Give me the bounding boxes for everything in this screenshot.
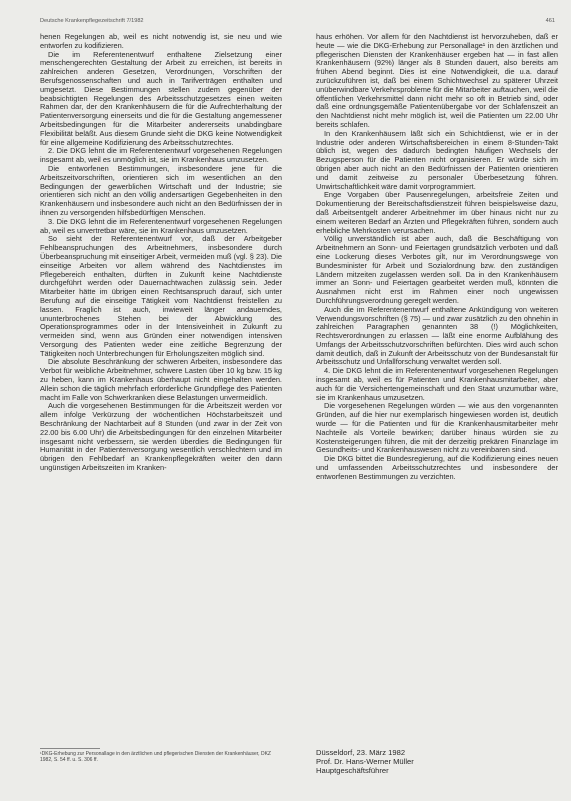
- paragraph: Die vorgesehenen Regelungen würden — wie aus den vorgenannten Gründen, auf die hier nur exemplarisch hingewiesen worden ist, deutlich wurde — für die Patienten und für die Krankenhausmitarbeiter mehr Nachteile als Vorteile bewirken; darüber hinaus würden sie zu Kostensteigerungen führen, die mit der derzeitig prekären Finanzlage im Gesundheits- und Krankenhauswesen nicht zu vereinbaren sind.: [316, 401, 558, 455]
- place-date: Düsseldorf, 23. März 1982: [316, 748, 406, 757]
- signer-name: Prof. Dr. Hans-Werner Müller: [316, 757, 414, 767]
- page-number: 461: [545, 18, 555, 24]
- paragraph: In den Krankenhäusern läßt sich ein Schichtdienst, wie er in der Industrie oder anderen Wirtschaftsbereichen in einem 8-Stunden-Takt üblich ist, wegen des dadurch bedingten häufigen Wechsels der Bezugsperson für die Patienten nicht organisieren. Er würde sich im übrigen aber auch nicht an den Bedürfnissen der Patienten orientieren und damit zeitweise zu personaler Überbesetzung führen. Unwirtschaftlichkeit wäre damit vorprogrammiert.: [316, 128, 558, 191]
- footnote-divider: [40, 748, 100, 749]
- paragraph: 4. Die DKG lehnt die im Referentenentwurf vorgesehenen Regelungen insgesamt ab, weil es für Patienten und Krankenhausmitarbeiter, aber auch für die Versichertengemeinschaft und den Staat unzumutbar wäre, sie im Krankenhaus umzusetzen.: [316, 366, 558, 402]
- journal-title: Deutsche Krankenpflegezeitschrift 7/1982: [40, 18, 144, 24]
- paragraph: Die im Referentenentwurf enthaltene Zielsetzung einer menschengerechten Gestaltung der Arbeit zu erreichen, ist bereits in zahlreichen anderen Gesetzen, Verordnungen, Vorschriften der Berufsgenossenschaften und auch in Tarifverträgen enthalten und umgesetzt. Diese Bestimmungen stellen zudem gegenüber der beabsichtigten Regelungen des Arbeitsschutzgesetzes einen weiten Rahmen dar, der den Krankenhäusern die für die Aufrechterhaltung der Patientenversorgung einerseits und die für die Gestaltung angemessener Arbeitsbedingungen für die Mitarbeiter andererseits unabdingbare Flexibilität beläßt. Aus diesem Grunde sieht die DKG keine Notwendigkeit für eine allgemeine Kodifizierung des Arbeitsschutzrechtes.: [40, 49, 282, 147]
- right-column: [316, 33, 558, 768]
- paragraph: henen Regelungen ab, weil es nicht notwendig ist, sie neu und wie entworfen zu kodifizieren.: [40, 33, 282, 50]
- paragraph: Die entworfenen Bestimmungen, insbesondere jene für die Arbeitszeitvorschriften, orientieren sich im wesentlichen an den Bedingungen der gewerblichen Wirtschaft und der Industrie; sie orientieren sich nicht an den völlig andersartigen Gegebenheiten in den Krankenhäusern und insbesondere auch nicht an den Bedürfnissen der in ihnen zu versorgenden hilfsbedürftigen Menschen.: [40, 163, 282, 217]
- signer-title: Hauptgeschäftsführer: [316, 766, 389, 776]
- left-column: [40, 33, 282, 723]
- paragraph: 3. Die DKG lehnt die im Referentenentwurf vorgesehenen Regelungen ab, weil es unvertretbar wäre, sie im Krankenhaus umzusetzen.: [40, 216, 282, 235]
- signature-block: [316, 748, 558, 776]
- paragraph: Auch die im Referentenentwurf enthaltene Ankündigung von weiteren Verwendungsvorschriften (§ 75) — und zwar zusätzlich zu den ohnehin in zahlreichen Paragraphen genannten 38 (!) Möglichkeiten, Rechtsverordnungen zu erlassen — läßt eine enorme Aufblähung des Umfangs der Arbeitsschutzvorschriften befürchten. Dies wird auch schon damit deutlich, daß in Zukunft der Arbeitsschutz von der Bundesanstalt für Arbeitsschutz und Unfallforschung verwaltet werden soll.: [316, 304, 558, 367]
- paragraph: haus erhöhen. Vor allem für den Nachtdienst ist hervorzuheben, daß er heute — wie die DKG-Erhebung zur Personallage¹ in den ärztlichen und pflegerischen Diensten der Krankenhäuser ergeben hat — in fast allen Krankenhäusern (92%) länger als 8 Stunden dauert, also bereits am frühen Abend beginnt. Dies ist eine Notwendigkeit, die u.a. darauf zurückzuführen ist, daß bei einem Schichtwechsel zu späterer Uhrzeit unüberwindbare Verkehrsprobleme für die Mitarbeiter auftauchen, weil die öffentlichen Verkehrsmittel dann nicht mehr so oft in Betrieb sind, oder daß eine ordnungsgemäße Patientenübergabe vor der Schlafenszeit an den Nachtdienst nicht mehr möglich ist, weil die Patienten um 22.00 Uhr bereits schlafen.: [316, 33, 558, 129]
- paragraph: Die DKG bittet die Bundesregierung, auf die Kodifizierung eines neuen und umfassenden Arbeitsschutzrechtes und insbesondere der entworfenen Bestimmungen zu verzichten.: [316, 454, 558, 481]
- paragraph: 2. Die DKG lehnt die im Referentenentwurf vorgesehenen Regelungen insgesamt ab, weil es unmöglich ist, sie im Krankenhaus umzusetzen.: [40, 146, 282, 165]
- running-header: [40, 18, 555, 24]
- footnote: ¹DKG-Erhebung zur Personallage in den ärztlichen und pflegerischen Diensten der Krankenhäuser, DKZ 1982, S. 54 ff. u. S. 306 ff.: [40, 751, 271, 764]
- paragraph: Auch die vorgesehenen Bestimmungen für die Arbeitszeit werden vor allem infolge Verkürzung der wöchentlichen Höchstarbeitszeit und Beschränkung der Nachtarbeit auf 8 Stunden (und zwar in der Zeit von 22.00 bis 6.00 Uhr) die Arbeitsbedingungen für den einzelnen Mitarbeiter insgesamt nicht verbessern, sie werden überdies die Bedingungen für Humanität in der Patientenversorgung wesentlich verschlechtern und im übrigen den Fehlbedarf an Krankenpflegekräften weiter den dann ungünstigen Arbeitszeiten im Kranken-: [40, 401, 282, 473]
- paragraph: Die absolute Beschränkung der schweren Arbeiten, insbesondere das Verbot für weibliche Arbeitnehmer, schwere Lasten über 10 kg bzw. 15 kg zu heben, kann im Krankenhaus überhaupt nicht eingehalten werden. Allein schon die täglich mehrfach erforderliche Grundpflege des Patienten macht im Falle von Schwerkranken diese Belastungen unvermeidlich.: [40, 357, 282, 402]
- paragraph: Völlig unverständlich ist aber auch, daß die Beschäftigung von Arbeitnehmern an Sonn- und Feiertagen grundsätzlich verboten und daß eine Lockerung dieses Verbotes gilt, nur im Verordnungswege von Bundesminister für Arbeit und Sozialordnung bzw. den zuständigen Ländern mitzeiten zugelassen werden soll. Da in den Krankenhäusern immer an Sonn- und Feiertagen gearbeitet werden muß, könnten die Ausnahmen nicht erst im Rahmen einer noch ungewissen Durchführungsverordnung geregelt werden.: [316, 234, 558, 305]
- paragraph: So sieht der Referentenentwurf vor, daß der Arbeitgeber Fehlbeanspruchungen des Arbeitnehmers, insbesondere durch Überbeanspruchung mit einseitiger Arbeit, vermeiden muß (vgl. § 23). Die einseitige Arbeiten vor allem während des Nachtdienstes im Pflegebereich enthalten, dürften in Zukunft keine Nachtdienste durchgeführt werden oder Dauernachtwachen zulässig sein. Jeder Mitarbeiter hätte im übrigen einen Rechtsanspruch darauf, sich unter Berufung auf die einseitige Tätigkeit vom Nachtdienst freistellen zu lassen. Fraglich ist auch, inwieweit länger andauerndes, ununterbrochenes Stehen bei der Abwicklung des Operationsprogrammes oder in der Intensiveinheit in Zukunft zu vermeiden sind, wenn aus Gründen einer notwendigen intensiven Versorgung des Patienten weder eine zeitliche Begrenzung der Tätigkeiten noch Unterbrechungen für Erholungszeiten möglich sind.: [40, 234, 282, 358]
- paragraph: Enge Vorgaben über Pausenregelungen, arbeitsfreie Zeiten und Dokumentierung der Bereitschaftsdienstzeit führen beispielsweise dazu, daß Arbeitsentgelt anderer Arbeitnehmer im über hinaus nicht nur zu einem weiteren Bedarf an Ärzten und Pflegekräften führen, sondern auch erhebliche Mehrkosten verursachen.: [316, 190, 558, 235]
